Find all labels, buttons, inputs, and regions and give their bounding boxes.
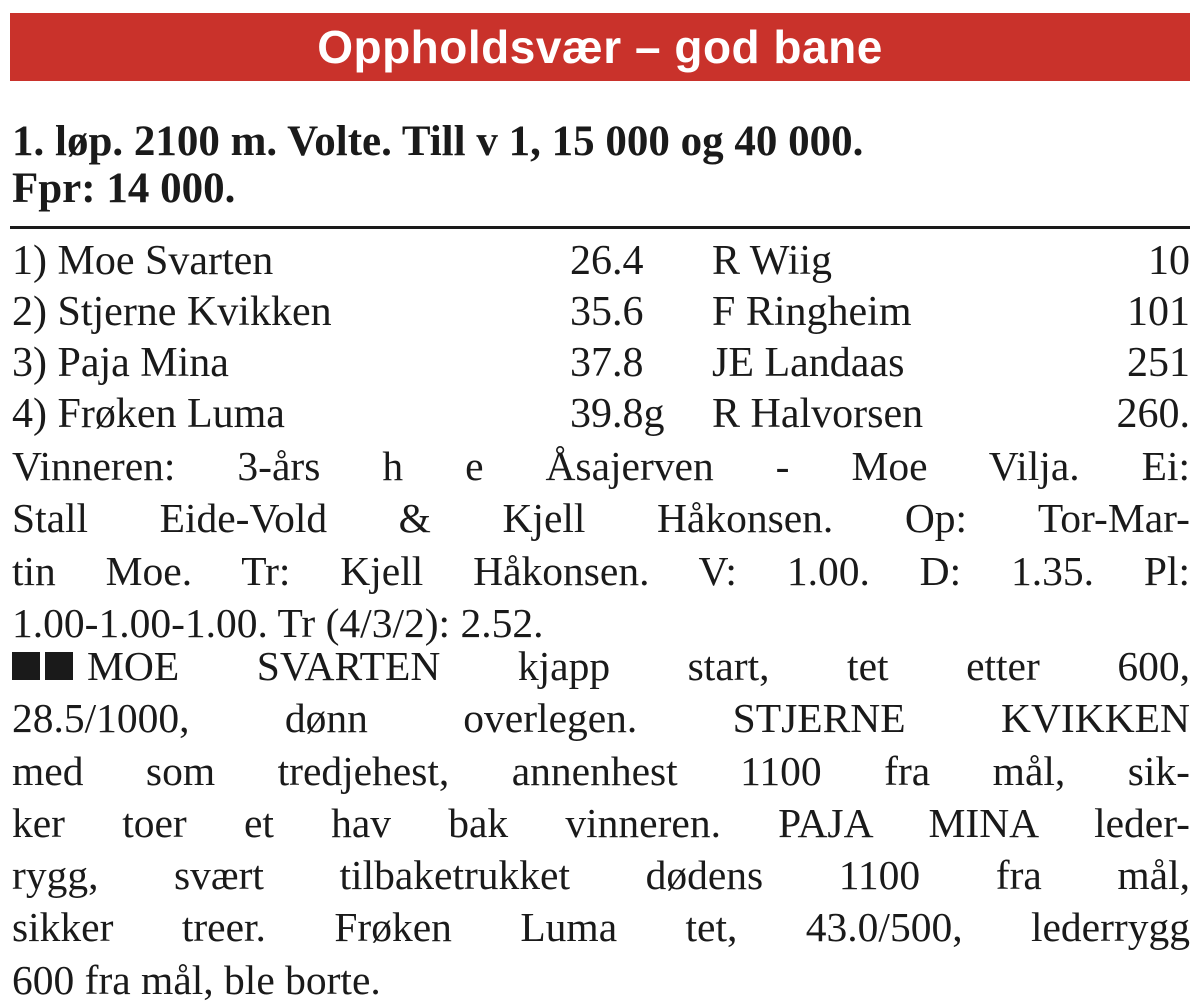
km-time: 39.8g — [570, 391, 665, 437]
km-time: 37.8 — [570, 340, 644, 386]
comment-line: rygg, svært tilbaketrukket dødens 1100 fra mål, — [12, 852, 1190, 899]
rating-square-icon — [12, 652, 40, 680]
odds: 101 — [1127, 289, 1190, 335]
horse-name: 2) Stjerne Kvikken — [12, 289, 332, 335]
divider — [10, 226, 1190, 229]
section-banner: Oppholdsvær – god bane — [10, 13, 1190, 81]
driver-name: R Wiig — [712, 238, 833, 284]
race-comment — [12, 640, 1190, 1006]
rating-square-icon — [45, 652, 73, 680]
race-header-line-1: 1. løp. 2100 m. Volte. Till v 1, 15 000 og 40 000. — [12, 118, 864, 165]
driver-name: JE Landaas — [712, 340, 905, 386]
horse-name: 4) Frøken Luma — [12, 391, 285, 437]
race-header — [12, 118, 1192, 212]
race-header-line-2: Fpr: 14 000. — [12, 165, 236, 212]
horse-name: 1) Moe Svarten — [12, 238, 274, 284]
comment-first-text: MOE SVARTEN kjapp start, tet etter 600, — [87, 643, 1190, 689]
comment-line: med som tredjehest, annenhest 1100 fra mål, sik- — [12, 747, 1190, 794]
result-row — [12, 389, 1190, 440]
results-table — [12, 236, 1190, 440]
result-row — [12, 338, 1190, 389]
km-time: 35.6 — [570, 289, 644, 335]
comment-line: 28.5/1000, dønn overlegen. STJERNE KVIKKEN — [12, 695, 1190, 742]
comment-line: ker toer et hav bak vinneren. PAJA MINA leder- — [12, 799, 1190, 846]
comment-line: sikker treer. Frøken Luma tet, 43.0/500, lederrygg — [12, 904, 1190, 951]
odds: 251 — [1127, 340, 1190, 386]
winner-info — [12, 440, 1190, 649]
comment-line — [12, 640, 1190, 692]
km-time: 26.4 — [570, 238, 644, 284]
comment-line: 600 fra mål, ble borte. — [12, 956, 381, 1003]
odds: 10 — [1148, 238, 1190, 284]
winner-info-line: 1.00-1.00-1.00. Tr (4/3/2): 2.52. — [12, 599, 544, 646]
winner-info-line: tin Moe. Tr: Kjell Håkonsen. V: 1.00. D: 1.35. Pl: — [12, 547, 1190, 594]
horse-name: 3) Paja Mina — [12, 340, 229, 386]
result-row — [12, 287, 1190, 338]
winner-info-line: Stall Eide-Vold & Kjell Håkonsen. Op: Tor-Mar- — [12, 495, 1190, 542]
winner-info-line: Vinneren: 3-års h e Åsajerven - Moe Vilja. Ei: — [12, 443, 1190, 489]
driver-name: R Halvorsen — [712, 391, 924, 437]
odds: 260. — [1116, 391, 1190, 437]
driver-name: F Ringheim — [712, 289, 912, 335]
result-row — [12, 236, 1190, 287]
